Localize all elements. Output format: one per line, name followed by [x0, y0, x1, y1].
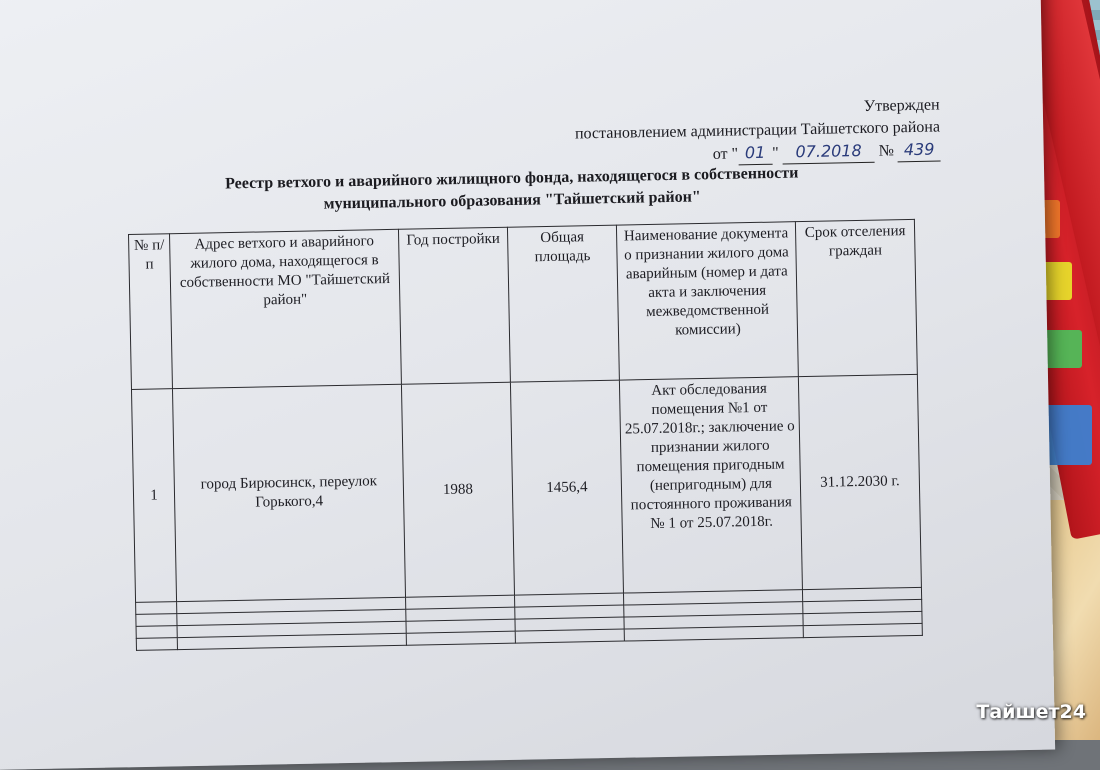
header-address: Адрес ветхого и аварийного жилого дома, находящегося в собственности МО "Тайшетский район" [170, 229, 402, 388]
number-label: № [878, 142, 895, 160]
header-deadline: Срок отселения граждан [795, 219, 917, 376]
handwritten-month-year: 07.2018 [782, 140, 874, 165]
header-number: № п/п [129, 234, 173, 390]
table-row [131, 374, 921, 602]
registry-table [128, 219, 923, 651]
title-line-2: муниципального образования "Тайшетский район" [323, 188, 701, 213]
cell-area: 1456,4 [510, 380, 623, 595]
approval-date-line: от " 01 " 07.2018 № 439 [575, 138, 940, 168]
cell-year: 1988 [401, 382, 514, 597]
cell-address: город Бирюсинск, переулок Горького,4 [172, 384, 405, 601]
approval-block [574, 95, 940, 169]
header-year: Год постройки [398, 227, 510, 384]
from-label: от [712, 145, 728, 163]
header-area: Общая площадь [507, 225, 619, 382]
title-line-1: Реестр ветхого и аварийного жилищного фонда, находящегося в собственности [224, 164, 799, 193]
table-header-row [129, 219, 918, 389]
handwritten-day: 01 [738, 142, 772, 166]
cell-document: Акт обследования помещения №1 от 25.07.2018г.; заключение о признании жилого помещения пригодным (непригодным) для постоянного проживания № 1 от 25.07.2018г. [619, 377, 802, 593]
cell-deadline: 31.12.2030 г. [798, 374, 921, 589]
approval-line-1: Утвержден [863, 96, 940, 115]
cell-number: 1 [131, 389, 176, 603]
watermark-logo: Тайшет24 [976, 701, 1086, 723]
handwritten-number: 439 [898, 138, 941, 162]
approval-line-2: постановлением администрации Тайшетского района [574, 118, 941, 143]
header-document: Наименование документа о признании жилого дома аварийным (номер и дата акта и заключения межведомственной комиссии) [616, 222, 798, 380]
